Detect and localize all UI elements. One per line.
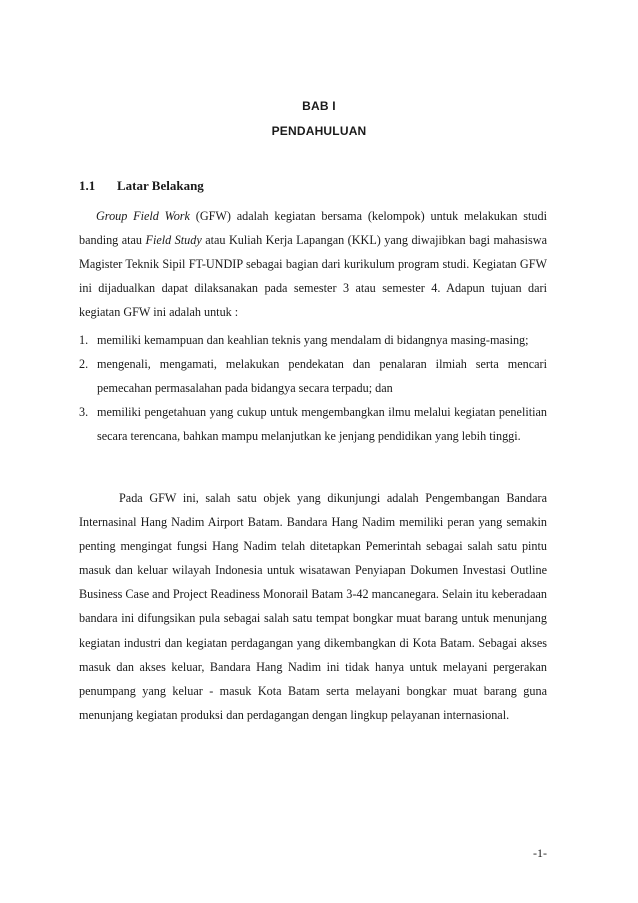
- intro-paragraph: [79, 204, 547, 324]
- intro-text-1: (GFW) adalah kegiatan bersama (kelompok) untuk melakukan studi banding atau: [79, 209, 547, 248]
- body-paragraph: Pada GFW ini, salah satu objek yang dikunjungi adalah Pengembangan Bandara Internasinal Hang Nadim Airport Batam. Bandara Hang Nadim memiliki peran yang semakin penting mengingat fungsi Hang Nadim telah ditetapkan Pemerintah sebagai salah satu pintu masuk dan keluar wilayah Indonesia untuk wisatawan Penyiapan Dokumen Investasi Outline Business Case and Project Readiness Monorail Batam 3-42 mancanegara. Selain itu keberadaan bandara ini difungsikan pula sebagai salah satu tempat bongkar muat barang untuk menunjang kegiatan industri dan kegiatan perdagangan yang dikembangkan di Kota Batam. Sebagai akses masuk dan akses keluar, Bandara Hang Nadim ini tidak hanya untuk melayani pergerakan penumpang yang keluar - masuk Kota Batam serta melayani bongkar muat barang guna menunjang kegiatan produksi dan perdagangan dengan lingkup pelayanan internasional.: [79, 491, 547, 722]
- list-item-text: memiliki kemampuan dan keahlian teknis yang mendalam di bidangnya masing-masing;: [97, 333, 529, 347]
- section-number: 1.1: [79, 178, 96, 193]
- chapter-title: BAB I: [302, 99, 336, 113]
- list-marker: 1.: [79, 333, 89, 347]
- intro-text-2: atau Kuliah Kerja Lapangan (KKL) yang diwajibkan bagi mahasiswa Magister Teknik Sipil FT-UNDIP sebagai bagian dari kurikulum program studi. Kegiatan GFW ini dijadualkan dapat dilaksanakan pada semester 3 atau semester 4. Adapun tujuan dari kegiatan GFW ini adalah untuk :: [79, 233, 547, 320]
- objectives-list: [79, 328, 547, 448]
- italic-term-field-study: Field Study: [145, 233, 202, 248]
- list-item: [79, 400, 547, 448]
- page-number: -1-: [533, 846, 547, 860]
- section-title: Latar Belakang: [117, 178, 204, 193]
- chapter-subtitle: PENDAHULUAN: [271, 124, 367, 138]
- list-marker: 2.: [79, 357, 89, 372]
- list-item-text: mengenali, mengamati, melakukan pendekatan dan penalaran ilmiah serta mencari pemecahan permasalahan pada bidangya secara terpadu; dan: [97, 357, 547, 396]
- list-item-text: memiliki pengetahuan yang cukup untuk mengembangkan ilmu melalui kegiatan penelitian secara terencana, bahkan mampu melanjutkan ke jenjang pendidikan yang lebih tinggi.: [97, 405, 547, 444]
- list-marker: 3.: [79, 405, 89, 420]
- italic-term-gfw: Group Field Work: [96, 209, 190, 223]
- list-item: [79, 352, 547, 400]
- section-heading: [79, 178, 204, 194]
- list-item: [79, 328, 547, 352]
